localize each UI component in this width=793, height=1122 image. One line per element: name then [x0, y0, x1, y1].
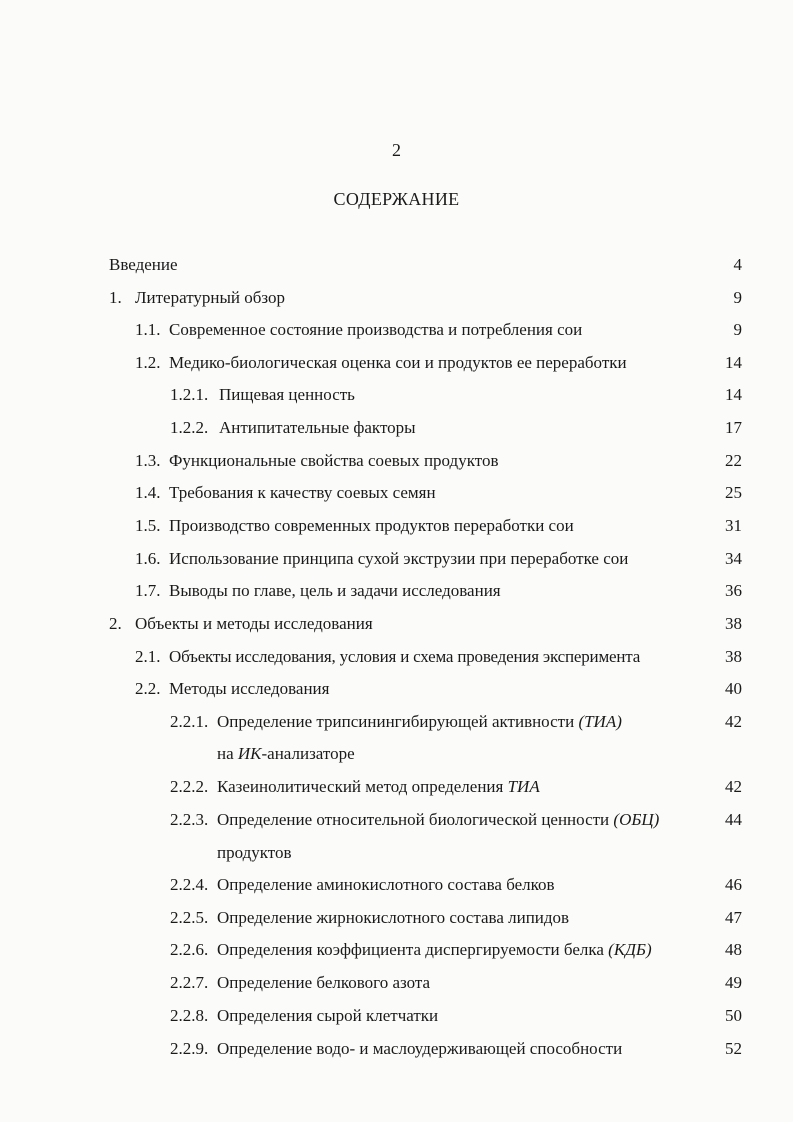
toc-page-number: 42 [725, 712, 742, 731]
toc-entry-title [217, 775, 540, 799]
toc-entry-number: 1.5. [135, 516, 161, 535]
toc-entry-title-text: Казеинолитический метод определения [217, 777, 508, 796]
toc-page-number: 38 [725, 614, 742, 633]
toc-entry-title: Антипитательные факторы [219, 418, 416, 437]
toc-page-number: 44 [725, 810, 742, 829]
toc-entry-continuation [217, 742, 355, 766]
toc-entry-number: 2.2. [135, 679, 161, 698]
toc-page-number: 48 [725, 940, 742, 959]
toc-page-number: 47 [725, 908, 742, 927]
toc-entry-number: 1.2.2. [170, 418, 209, 437]
toc-entry-continuation: продуктов [217, 843, 292, 862]
toc-entry-title: Пищевая ценность [219, 385, 355, 404]
toc-entry-title: Объекты исследования, условия и схема проведения эксперимента [169, 647, 641, 666]
toc-page-number: 42 [725, 777, 742, 796]
toc-entry-number: 1.6. [135, 549, 161, 568]
toc-page-number: 50 [725, 1006, 742, 1025]
toc-page-number: 40 [725, 679, 742, 698]
toc-entry-title: Методы исследования [169, 679, 330, 698]
toc-entry-number: 2.2.9. [170, 1039, 209, 1058]
toc-page-number: 49 [725, 973, 742, 992]
toc-entry-title-text: Определение трипсинингибирующей активности [217, 712, 579, 731]
toc-page-number: 22 [725, 451, 742, 470]
toc-entry-title: Функциональные свойства соевых продуктов [169, 451, 499, 470]
toc-cont-text: -анализаторе [261, 744, 355, 763]
toc-entry-abbrev: (ОБЦ) [613, 810, 660, 829]
toc-entry-number: 1.4. [135, 483, 161, 502]
toc-page-number: 9 [733, 288, 742, 307]
toc-page-number: 36 [725, 581, 742, 600]
page-number: 2 [392, 140, 401, 160]
toc-entry-number: 2.2.4. [170, 875, 209, 894]
toc-entry-title: Требования к качеству соевых семян [169, 483, 436, 502]
toc-entry-title: Определение аминокислотного состава белков [217, 875, 555, 894]
toc-entry-number: 2.2.1. [170, 712, 209, 731]
toc-page-number: 52 [725, 1039, 742, 1058]
toc-page-number: 9 [733, 320, 742, 339]
toc-entry-title-text: Определение относительной биологической ценности [217, 810, 614, 829]
toc-entry-title [217, 808, 659, 832]
toc-entry-title: Литературный обзор [135, 288, 286, 307]
toc-page-number: 4 [733, 255, 742, 274]
toc-entry-title: Выводы по главе, цель и задачи исследования [169, 581, 501, 600]
toc-entry-title: Определения сырой клетчатки [217, 1006, 439, 1025]
toc-page-number: 38 [725, 647, 742, 666]
toc-entry-number: 1.3. [135, 451, 161, 470]
toc-entry-number: 2.2.6. [170, 940, 209, 959]
page-title: СОДЕРЖАНИЕ [333, 189, 460, 209]
toc-page-number: 17 [725, 418, 742, 437]
toc-entry-number: 2.2.2. [170, 777, 209, 796]
toc-entry-number: 1.2.1. [170, 385, 209, 404]
toc-entry-title: Определение белкового азота [217, 973, 431, 992]
toc-page-number: 14 [725, 353, 742, 372]
toc-entry-title [217, 938, 652, 962]
toc-entry-title: Производство современных продуктов переработки сои [169, 516, 574, 535]
toc-entry-title: Объекты и методы исследования [135, 614, 373, 633]
toc-page-number: 46 [725, 875, 742, 894]
toc-page-number: 25 [725, 483, 742, 502]
toc-entry-number: 2.1. [135, 647, 161, 666]
toc-entry-number: 2.2.8. [170, 1006, 209, 1025]
toc-entry-title: Использование принципа сухой экструзии при переработке сои [169, 549, 629, 568]
toc-entry-number: 1.1. [135, 320, 161, 339]
toc-entry-number: 2. [109, 614, 122, 633]
toc-entry-number: 1. [109, 288, 122, 307]
toc-entry-abbrev: ТИА [507, 777, 540, 796]
toc-entry-number: 1.7. [135, 581, 161, 600]
toc-cont-abbrev: ИК [237, 744, 262, 763]
toc-entry-number: 2.2.5. [170, 908, 209, 927]
toc-entry-title: Современное состояние производства и потребления сои [169, 320, 583, 339]
toc-entry-title-text: Определения коэффициента диспергируемости белка [217, 940, 609, 959]
toc-entry-title: Определение жирнокислотного состава липидов [217, 908, 570, 927]
toc-entry-title: Определение водо- и маслоудерживающей способности [217, 1039, 623, 1058]
toc-entry-abbrev: (КДБ) [608, 940, 652, 959]
toc-page-number: 14 [725, 385, 742, 404]
toc-entry-number: 1.2. [135, 353, 161, 372]
toc-entry-abbrev: (ТИА) [578, 712, 622, 731]
toc-entry-title: Введение [109, 255, 178, 274]
toc-entry-number: 2.2.3. [170, 810, 209, 829]
toc-entry-number: 2.2.7. [170, 973, 209, 992]
toc-entry-title [217, 710, 622, 734]
toc-entry-title: Медико-биологическая оценка сои и продуктов ее переработки [169, 353, 627, 372]
toc-cont-text: на [217, 744, 238, 763]
toc-page-number: 31 [725, 516, 742, 535]
toc-page-number: 34 [725, 549, 742, 568]
